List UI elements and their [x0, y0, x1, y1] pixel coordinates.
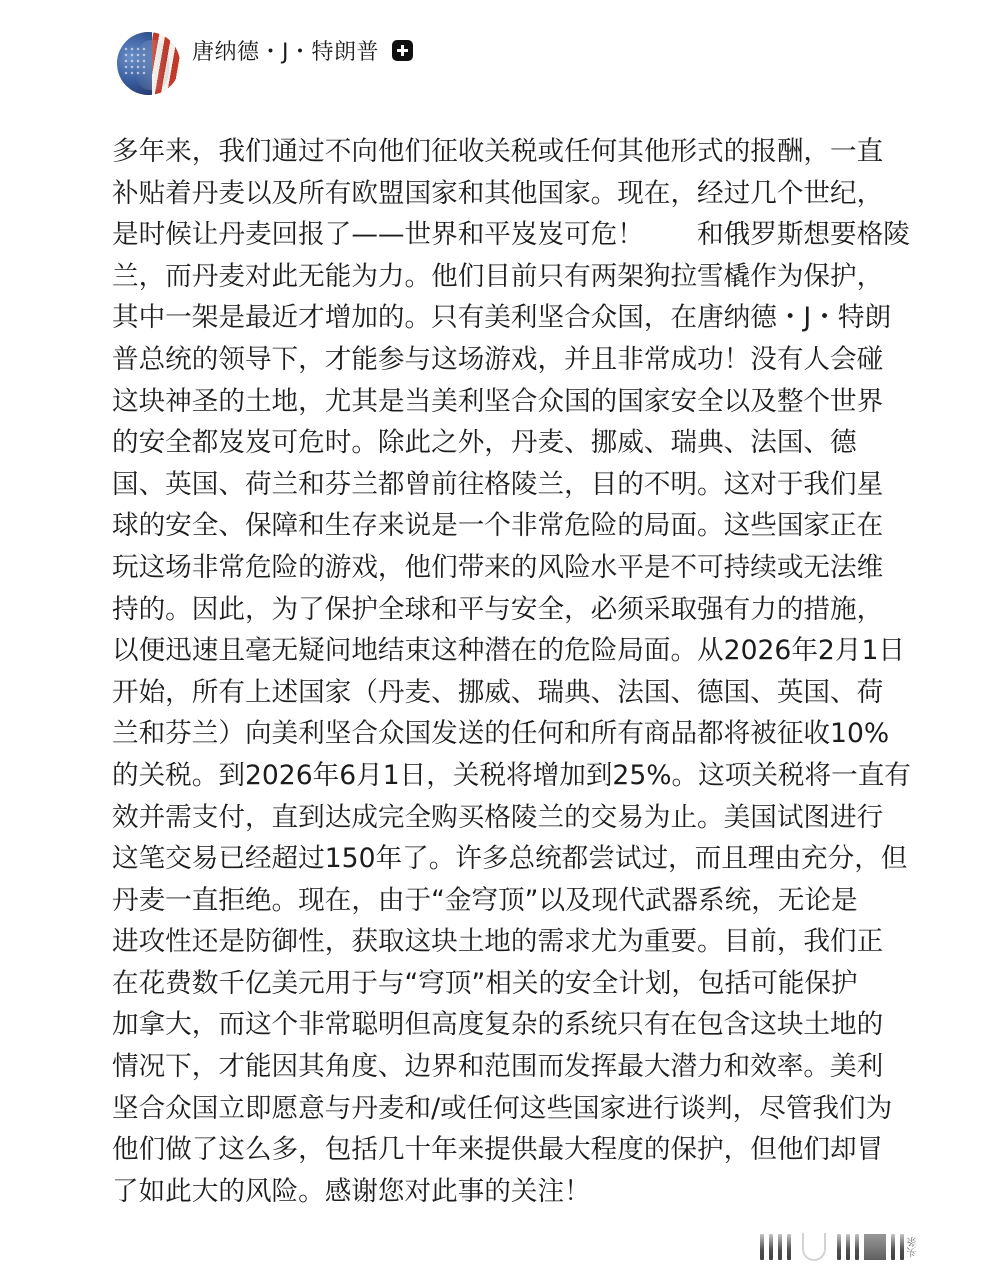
watermark-bar: [837, 1234, 841, 1260]
watermark-bar: [778, 1234, 782, 1260]
post-line: 兰和芬兰）向美利坚合众国发送的任何和所有商品都将被征收10%: [112, 718, 890, 750]
watermark-bar: [855, 1234, 859, 1260]
post-line: 情况下，才能因其角度、边界和范围而发挥最大潜力和效率。美利: [112, 1051, 884, 1083]
post-line: 的安全都岌岌可危时。除此之外，丹麦、挪威、瑞典、法国、德: [112, 427, 857, 459]
post-line: 兰，而丹麦对此无能为力。他们目前只有两架狗拉雪橇作为保护，: [112, 260, 884, 292]
watermark-ring: [802, 1233, 826, 1261]
watermark: [760, 1232, 980, 1262]
post-line: 补贴着丹麦以及所有欧盟国家和其他国家。现在，经过几个世纪，: [112, 177, 884, 209]
post-line: 其中一架是最近才增加的。只有美利坚合众国，在唐纳德・J・特朗: [112, 302, 892, 334]
post-line: 这块神圣的土地，尤其是当美利坚合众国的国家安全以及整个世界: [112, 385, 884, 417]
watermark-bar: [760, 1234, 764, 1260]
post-line: 以便迅速且毫无疑问地结束这种潜在的危险局面。从2026年2月1日: [112, 635, 905, 667]
author-row: [192, 37, 413, 63]
avatar[interactable]: [117, 32, 180, 95]
post-line: 进攻性还是防御性，获取这块土地的需求尤为重要。目前，我们正: [112, 926, 884, 958]
watermark-bar: [900, 1234, 904, 1260]
post-line: 了如此大的风险。感谢您对此事的关注！: [112, 1175, 591, 1207]
post-line: 开始，所有上述国家（丹麦、挪威、瑞典、法国、德国、英国、荷: [112, 676, 884, 708]
post-line: 国、英国、荷兰和芬兰都曾前往格陵兰，目的不明。这对于我们星: [112, 468, 884, 500]
portrait-face: [135, 40, 169, 90]
post-line: 的关税。到2026年6月1日，关税将增加到25%。这项关税将一直有: [112, 759, 911, 791]
post-body: [112, 131, 920, 1212]
post-line: 普总统的领导下，才能参与这场游戏，并且非常成功！没有人会碰: [112, 343, 884, 375]
post-line: 多年来，我们通过不向他们征收关税或任何其他形式的报酬，一直: [112, 136, 884, 167]
post-line: 丹麦一直拒绝。现在，由于“金穹顶”以及现代武器系统，无论是: [112, 884, 858, 916]
watermark-block: [864, 1234, 886, 1260]
author-name[interactable]: 唐纳德・J・特朗普: [192, 39, 379, 65]
plus-badge-icon[interactable]: [392, 40, 413, 61]
watermark-bar: [787, 1234, 791, 1260]
watermark-bar: [846, 1234, 850, 1260]
post-line: 加拿大，而这个非常聪明但高度复杂的系统只有在包含这块土地的: [112, 1009, 884, 1041]
watermark-bar: [769, 1234, 773, 1260]
post-line: 效并需支付，直到达成完全购买格陵兰的交易为止。美国试图进行: [112, 801, 884, 833]
watermark-text: 头条: [908, 1237, 919, 1257]
post-line: 是时候让丹麦回报了——世界和平岌岌可危！ 和俄罗斯想要格陵: [112, 219, 910, 251]
post-line: 这笔交易已经超过150年了。许多总统都尝试过，而且理由充分，但: [112, 843, 908, 875]
post-line: 坚合众国立即愿意与丹麦和/或任何这些国家进行谈判，尽管我们为: [112, 1092, 893, 1124]
watermark-bar: [891, 1234, 895, 1260]
post-line: 在花费数千亿美元用于与“穹顶”相关的安全计划，包括可能保护: [112, 967, 858, 999]
post-line: 持的。因此，为了保护全球和平与安全，必须采取强有力的措施，: [112, 593, 884, 625]
post-line: 球的安全、保障和生存来说是一个非常危险的局面。这些国家正在: [112, 510, 884, 542]
post-line: 他们做了这么多，包括几十年来提供最大程度的保护，但他们却冒: [112, 1134, 884, 1166]
post-header: [117, 32, 413, 96]
post-line: 玩这场非常危险的游戏，他们带来的风险水平是不可持续或无法维: [112, 551, 884, 583]
